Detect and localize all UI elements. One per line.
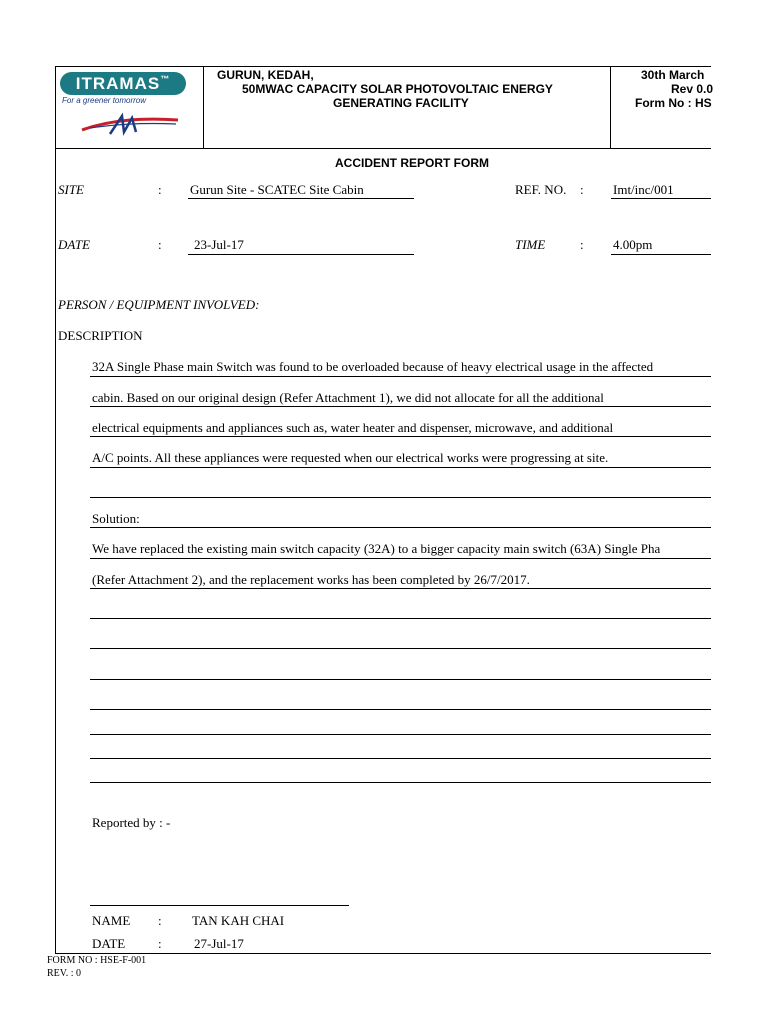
header-divider-1 <box>203 66 204 148</box>
frame-left <box>55 66 56 954</box>
description-rule-1 <box>90 376 711 377</box>
description-line-2: cabin. Based on our original design (Refer Attachment 1), we did not allocate for all the additional <box>92 390 604 405</box>
time-label: TIME <box>515 237 546 252</box>
description-rule-12 <box>90 709 711 710</box>
reported-by-label: Reported by : - <box>92 815 171 830</box>
date-label: DATE <box>58 237 91 252</box>
header-divider-2 <box>610 66 611 148</box>
description-rule-14 <box>90 758 711 759</box>
signature-line <box>90 905 349 906</box>
ref-colon: : <box>580 182 584 197</box>
ref-underline <box>611 198 711 199</box>
header-form-no: Form No : HS <box>635 96 712 110</box>
person-equipment-label: PERSON / EQUIPMENT INVOLVED: <box>58 297 260 312</box>
name-colon: : <box>158 913 162 928</box>
sign-date-colon: : <box>158 936 162 951</box>
footer-form-no: FORM NO : HSE-F-001 <box>47 955 147 966</box>
description-rule-11 <box>90 679 711 680</box>
description-rule-6 <box>90 527 711 528</box>
time-value: 4.00pm <box>613 237 653 252</box>
description-rule-9 <box>90 618 711 619</box>
site-value: Gurun Site - SCATEC Site Cabin <box>190 182 364 197</box>
description-line-4: A/C points. All these appliances were requested when our electrical works were progressing at site. <box>92 450 609 465</box>
form-title: ACCIDENT REPORT FORM <box>335 156 489 170</box>
footer-rev: REV. : 0 <box>47 968 81 979</box>
description-rule-13 <box>90 734 711 735</box>
header-bottom-border <box>55 148 711 149</box>
description-line-3: electrical equipments and appliances such as, water heater and dispenser, microwave, and additional <box>92 420 614 435</box>
description-rule-15 <box>90 782 711 783</box>
header-title-line1: GURUN, KEDAH, <box>217 68 314 82</box>
description-rule-4 <box>90 467 711 468</box>
header-title-line2: 50MWAC CAPACITY SOLAR PHOTOVOLTAIC ENERGY <box>242 82 553 96</box>
frame-bottom <box>55 953 711 954</box>
date-value: 23-Jul-17 <box>194 237 244 252</box>
logo-swoosh-icon <box>80 108 180 136</box>
solution-line-2: (Refer Attachment 2), and the replacement works has been completed by 26/7/2017. <box>92 572 530 587</box>
logo-tagline: For a greener tomorrow <box>62 96 147 105</box>
company-logo <box>60 72 186 95</box>
ref-value: Imt/inc/001 <box>613 182 674 197</box>
description-rule-10 <box>90 648 711 649</box>
description-rule-3 <box>90 436 711 437</box>
frame-top <box>55 66 711 67</box>
header-title-line3: GENERATING FACILITY <box>333 96 469 110</box>
description-rule-5 <box>90 497 711 498</box>
description-label: DESCRIPTION <box>58 328 143 343</box>
site-label: SITE <box>58 182 84 197</box>
date-colon: : <box>158 237 162 252</box>
logo-text: ITRAMAS <box>75 74 161 93</box>
sign-date-label: DATE <box>92 936 126 951</box>
name-value: TAN KAH CHAI <box>192 913 285 928</box>
solution-line-1: We have replaced the existing main switch capacity (32A) to a bigger capacity main switch (63A) Single Pha <box>92 541 661 556</box>
header-rev: Rev 0.0 <box>671 82 714 96</box>
description-rule-7 <box>90 558 711 559</box>
sign-date-value: 27-Jul-17 <box>194 936 244 951</box>
description-line-1: 32A Single Phase main Switch was found to be overloaded because of heavy electrical usage in the affected <box>92 359 654 374</box>
date-underline <box>188 254 414 255</box>
solution-label: Solution: <box>92 511 140 526</box>
site-underline <box>188 198 414 199</box>
site-colon: : <box>158 182 162 197</box>
ref-label: REF. NO. <box>515 182 567 197</box>
time-underline <box>611 254 711 255</box>
name-label: NAME <box>92 913 131 928</box>
description-rule-8 <box>90 588 711 589</box>
time-colon: : <box>580 237 584 252</box>
description-rule-2 <box>90 406 711 407</box>
header-date: 30th March <box>641 68 705 82</box>
logo-tm: ™ <box>160 74 171 84</box>
